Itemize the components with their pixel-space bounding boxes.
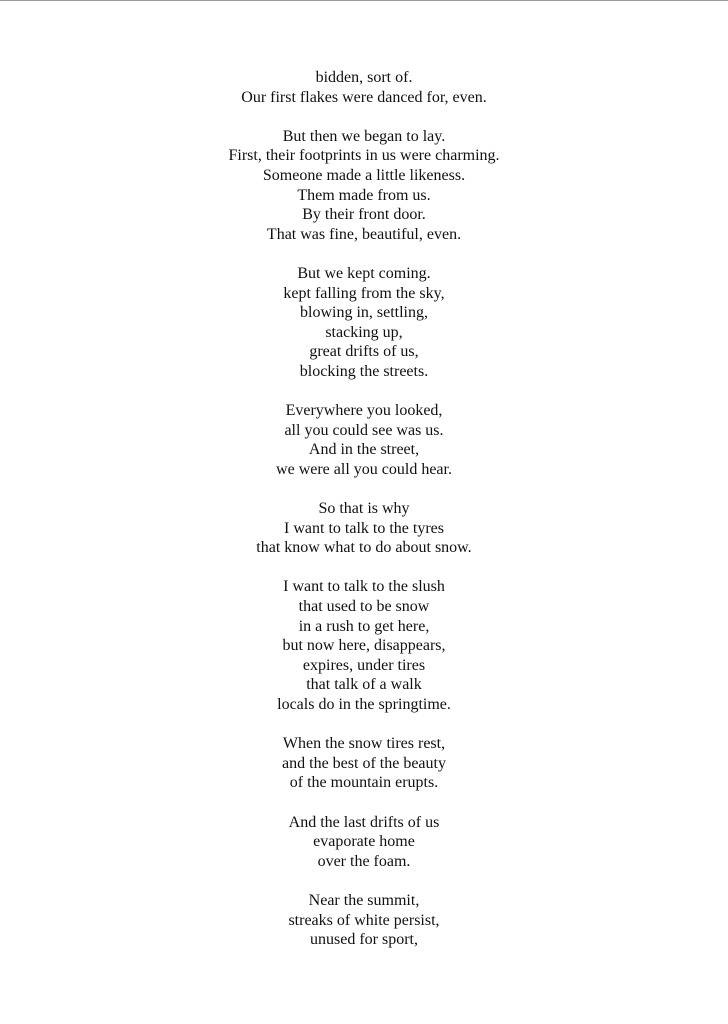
poem-line: expires, under tires — [302, 656, 426, 674]
poem-line: bidden, sort of. — [315, 69, 413, 86]
poem-line: stacking up, — [325, 323, 403, 341]
poem-line: And in the street, — [308, 441, 420, 459]
poem-line: By their front door. — [302, 206, 426, 224]
poem-line: I want to talk to the tyres — [284, 519, 444, 537]
poem-line: Our first flakes were danced for, even. — [241, 88, 487, 106]
poem-line: Everywhere you looked, — [285, 402, 443, 420]
poem-line: blocking the streets. — [299, 362, 429, 380]
poem-line: all you could see was us. — [284, 421, 444, 439]
poem-line: streaks of white persist, — [288, 911, 440, 929]
poem-line: we were all you could hear. — [276, 460, 452, 478]
poem-line: over the foam. — [317, 852, 411, 870]
poem-line: I want to talk to the slush — [283, 578, 445, 596]
poem-line: And the last drifts of us — [288, 813, 440, 831]
stanza — [0, 127, 728, 245]
poem-line: Someone made a little likeness. — [262, 166, 466, 184]
poem-line: in a rush to get here, — [298, 617, 430, 635]
poem-line: First, their footprints in us were charming. — [228, 147, 500, 165]
poem-line: But then we began to lay. — [282, 127, 446, 145]
poem-line: blowing in, settling, — [300, 304, 428, 322]
stanza — [0, 68, 728, 107]
poem-line: but now here, disappears, — [282, 637, 446, 655]
stanza — [0, 264, 728, 382]
poem-line: of the mountain erupts. — [289, 774, 439, 792]
poem-line: So that is why — [318, 500, 410, 518]
stanza — [0, 499, 728, 558]
stanza — [0, 891, 728, 950]
poem-line: unused for sport, — [310, 931, 418, 949]
stanza — [0, 401, 728, 479]
poem-line: That was fine, beautiful, even. — [266, 225, 462, 243]
poem-line: that talk of a walk — [306, 676, 422, 694]
poem-line: locals do in the springtime. — [277, 696, 451, 713]
page-top-border — [0, 0, 728, 1]
stanza — [0, 577, 728, 714]
poem-line: Them made from us. — [297, 186, 431, 204]
poem-line: kept falling from the sky, — [283, 284, 445, 302]
poem-line: that used to be snow — [298, 598, 430, 616]
poem-line: Near the summit, — [308, 891, 420, 909]
poem-line: When the snow tires rest, — [282, 735, 446, 753]
poem-line: But we kept coming. — [297, 264, 431, 282]
stanza — [0, 734, 728, 793]
poem-body — [0, 68, 728, 969]
poem-line: evaporate home — [313, 833, 415, 851]
poem-line: that know what to do about snow. — [256, 539, 472, 557]
poem-line: great drifts of us, — [309, 343, 419, 361]
poem-line: and the best of the beauty — [282, 754, 446, 772]
stanza — [0, 813, 728, 872]
